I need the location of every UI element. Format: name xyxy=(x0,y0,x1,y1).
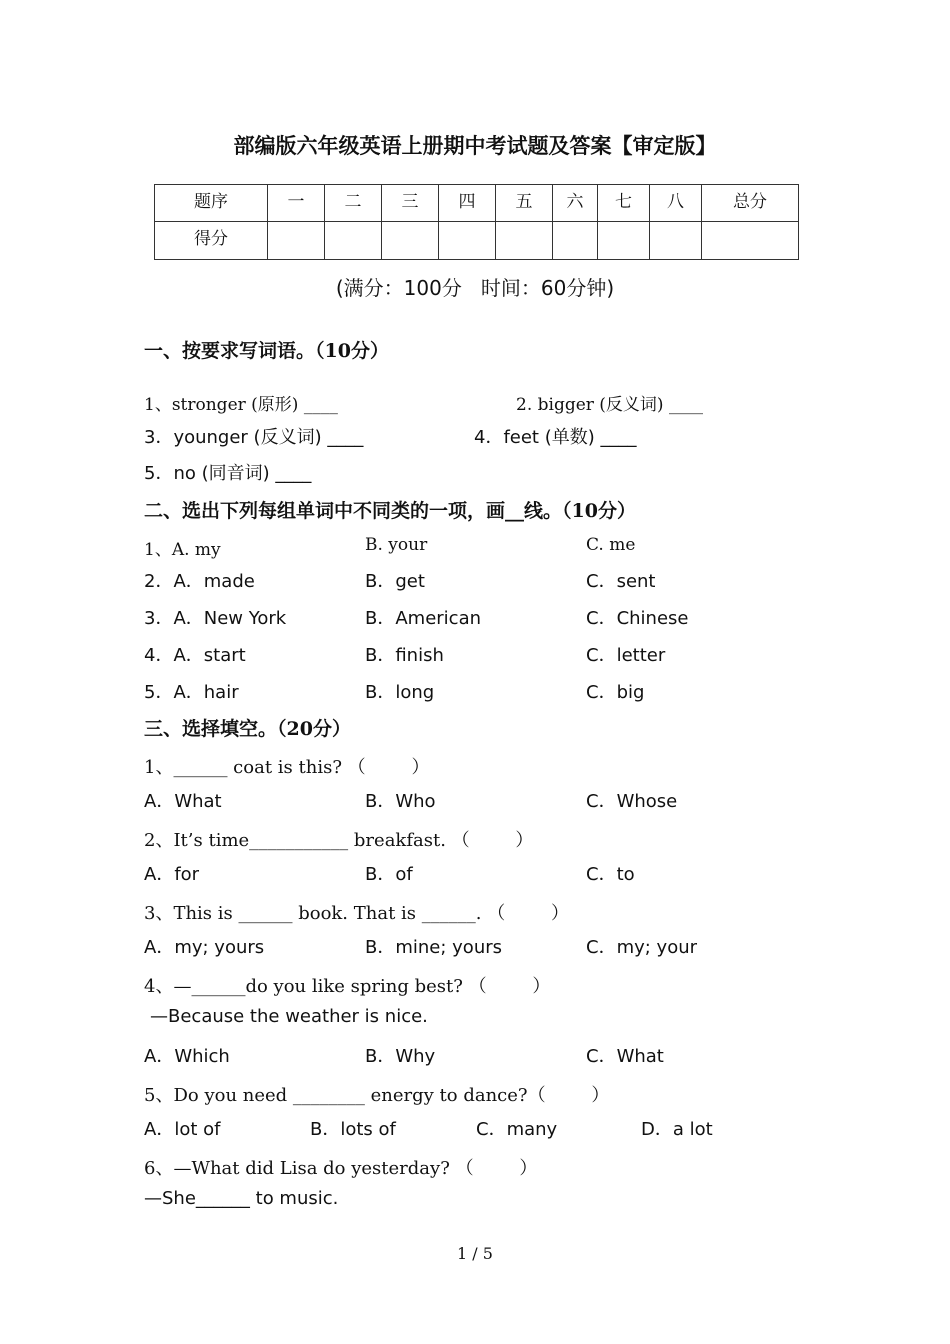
option: C．to xyxy=(586,864,635,885)
option: B. your xyxy=(365,535,428,555)
table-cell: 得分 xyxy=(155,222,268,260)
question: 2. bigger (反义词) ____ xyxy=(516,395,703,415)
option: C．my; your xyxy=(586,937,698,958)
option: A．my; yours xyxy=(144,937,265,958)
question: 4．feet (单数) ____ xyxy=(474,427,637,448)
table-cell: 二 xyxy=(325,185,382,222)
section-heading: 三、选择填空。（20分） xyxy=(144,718,351,740)
option: C. me xyxy=(586,535,636,555)
option: B．American xyxy=(365,608,482,629)
option: C．Chinese xyxy=(586,608,689,629)
score-table-header-row xyxy=(155,185,799,222)
option: 1、A. my xyxy=(144,540,221,560)
question: 1、______ coat is this? （ ） xyxy=(144,757,430,778)
option: C．What xyxy=(586,1046,664,1067)
option: C．sent xyxy=(586,571,656,592)
option: A．for xyxy=(144,864,200,885)
option: A．lot of xyxy=(144,1119,221,1140)
option: 5．A．hair xyxy=(144,682,239,703)
option: 2．A．made xyxy=(144,571,255,592)
question: 4、—______do you like spring best? （ ） xyxy=(144,976,551,997)
score-cell[interactable] xyxy=(702,222,799,260)
question: 3．younger (反义词) ____ xyxy=(144,427,364,448)
question-line: —She______ to music. xyxy=(144,1188,339,1209)
option: A．Which xyxy=(144,1046,230,1067)
option: B．mine; yours xyxy=(365,937,503,958)
table-cell: 一 xyxy=(268,185,325,222)
score-cell[interactable] xyxy=(325,222,382,260)
score-cell[interactable] xyxy=(496,222,553,260)
table-cell: 三 xyxy=(382,185,439,222)
score-cell[interactable] xyxy=(439,222,496,260)
question: 2、It’s time___________ breakfast. （ ） xyxy=(144,830,534,851)
question: 5．no (同音词) ____ xyxy=(144,463,312,484)
option: B．lots of xyxy=(310,1119,396,1140)
question: 6、—What did Lisa do yesterday? （ ） xyxy=(144,1158,538,1179)
section-heading: 一、按要求写词语。（10分） xyxy=(144,340,389,362)
option: B．long xyxy=(365,682,435,703)
option: C．Whose xyxy=(586,791,678,812)
score-cell[interactable] xyxy=(268,222,325,260)
score-time-info: (满分：100分 时间：60分钟) xyxy=(335,276,615,300)
score-cell[interactable] xyxy=(553,222,598,260)
option: B．Why xyxy=(365,1046,436,1067)
question-line: —Because the weather is nice. xyxy=(150,1006,428,1027)
question: 1、stronger (原形) ____ xyxy=(144,395,338,415)
option: 3．A．New York xyxy=(144,608,287,629)
page-title: 部编版六年级英语上册期中考试题及答案【审定版】 xyxy=(233,133,717,158)
score-cell[interactable] xyxy=(650,222,702,260)
page-number: 1 / 5 xyxy=(457,1244,493,1263)
option: B．get xyxy=(365,571,425,592)
score-table-score-row xyxy=(155,222,799,260)
option: D．a lot xyxy=(641,1119,713,1140)
option: C．big xyxy=(586,682,645,703)
score-table xyxy=(154,184,799,260)
option: 4．A．start xyxy=(144,645,246,666)
option: B．finish xyxy=(365,645,444,666)
table-cell: 总分 xyxy=(702,185,799,222)
option: A．What xyxy=(144,791,222,812)
option: C．letter xyxy=(586,645,666,666)
table-cell: 六 xyxy=(553,185,598,222)
table-cell: 题序 xyxy=(155,185,268,222)
score-cell[interactable] xyxy=(382,222,439,260)
section-heading: 二、选出下列每组单词中不同类的一项，画__线。（10分） xyxy=(144,500,636,522)
option: B．of xyxy=(365,864,413,885)
table-cell: 四 xyxy=(439,185,496,222)
question: 3、This is ______ book. That is ______. （ ） xyxy=(144,903,569,924)
table-cell: 五 xyxy=(496,185,553,222)
table-cell: 八 xyxy=(650,185,702,222)
option: C．many xyxy=(476,1119,558,1140)
score-cell[interactable] xyxy=(598,222,650,260)
table-cell: 七 xyxy=(598,185,650,222)
option: B．Who xyxy=(365,791,436,812)
question: 5、Do you need ________ energy to dance?（ ） xyxy=(144,1085,610,1106)
